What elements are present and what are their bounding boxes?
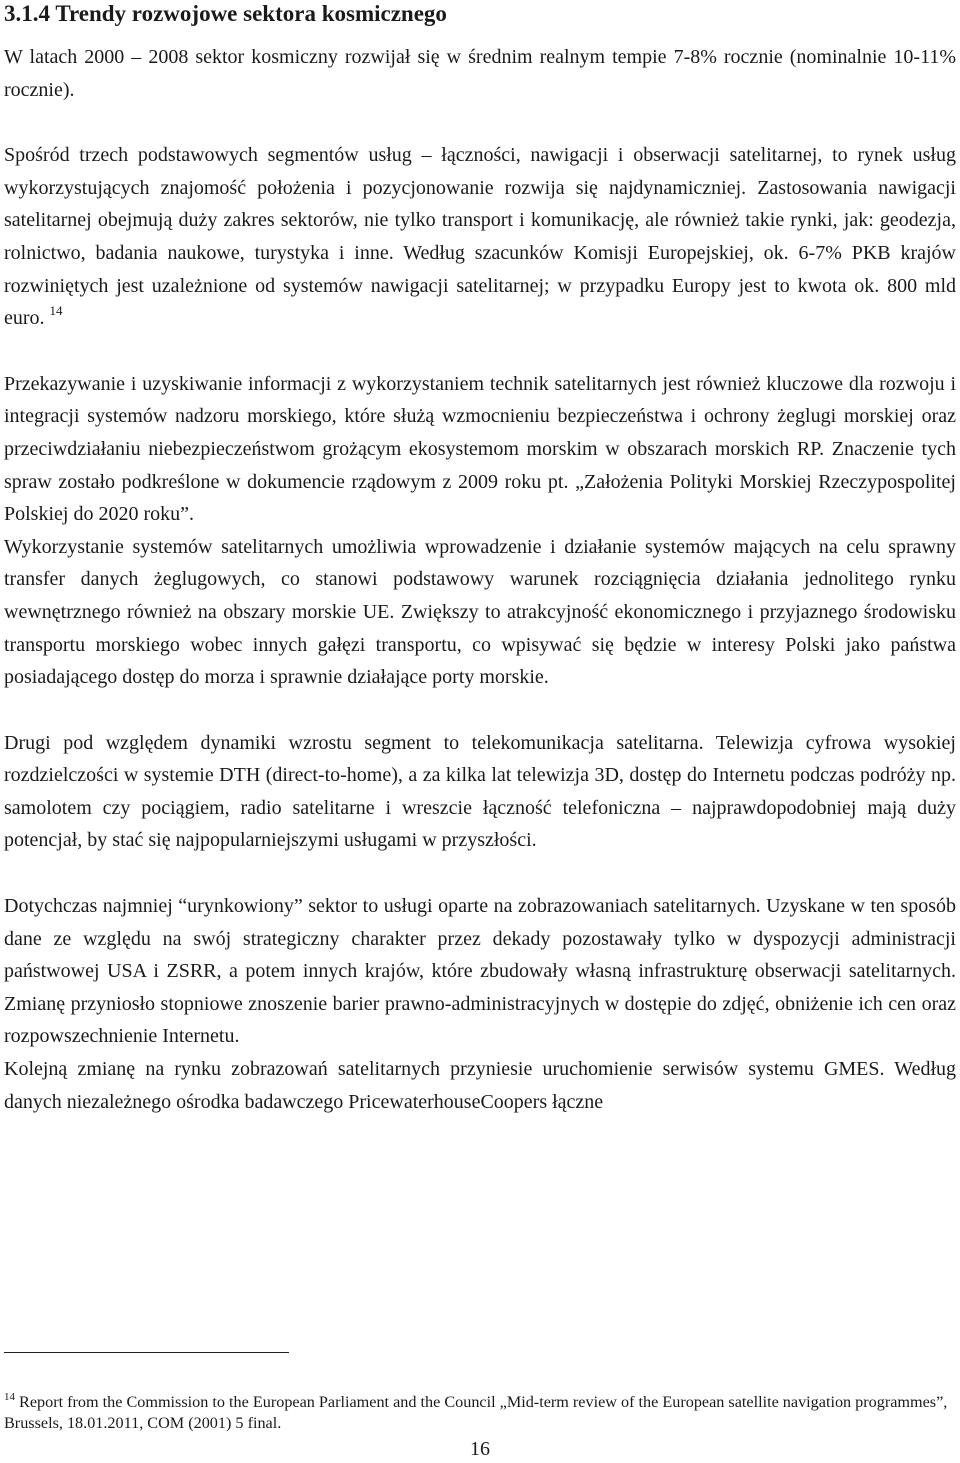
- footnote: [4, 1392, 954, 1434]
- footnote-separator: [4, 1352, 289, 1353]
- footnote-number: 14: [4, 1391, 15, 1403]
- paragraph-navigation-segment: [4, 139, 956, 335]
- paragraph-growth-rate: W latach 2000 – 2008 sektor kosmiczny rozwijał się w średnim realnym tempie 7-8% rocznie (nominalnie 10-11% rocznie).: [4, 46, 956, 101]
- paragraph-telecommunications: Drugi pod względem dynamiki wzrostu segment to telekomunikacja satelitarna. Telewizja cyfrowa wysokiej rozdzielczości w systemie DTH (direct-to-home), a za kilka lat telewizja 3D, dostęp do Internetu podczas podróży np. samolotem czy pociągiem, radio satelitarne i wreszcie łączność telefoniczna – najprawdopodobniej mają duży potencjał, by stać się najpopularniejszymi usługami w przyszłości.: [4, 731, 956, 852]
- footnote-reference[interactable]: 14: [49, 303, 63, 319]
- section-heading: 3.1.4 Trendy rozwojowe sektora kosmicznego: [4, 1, 447, 26]
- page-number: 16: [470, 1438, 490, 1460]
- paragraph-navigation-text: Spośród trzech podstawowych segmentów usług – łączności, nawigacji i obserwacji satelitarnej, to rynek usług wykorzystujących znajomość położenia i pozycjonowanie rozwija się najdynamiczniej. Zastosowania nawigacji satelitarnej obejmują duży zakres sektorów, nie tylko transport i komunikację, ale również takie rynki, jak: geodezja, rolnictwo, badania naukowe, turystyka i inne. Według szacunków Komisji Europejskiej, ok. 6-7% PKB krajów rozwiniętych jest uzależnione od systemów nawigacji satelitarnej; w przypadku Europy jest to kwota ok. 800 mld euro.: [4, 144, 956, 330]
- paragraph-gmes: Kolejną zmianę na rynku zobrazowań satelitarnych przyniesie uruchomienie serwisów systemu GMES. Według danych niezależnego ośrodka badawczego PricewaterhouseCoopers łączne: [4, 1058, 956, 1113]
- paragraph-maritime-surveillance: Przekazywanie i uzyskiwanie informacji z wykorzystaniem technik satelitarnych jest również kluczowe dla rozwoju i integracji systemów nadzoru morskiego, które służą wzmocnieniu bezpieczeństwa i ochrony żeglugi morskiej oraz przeciwdziałaniu niebezpieczeństwom grożącym ekosystemom morskim w obszarach morskich RP. Znaczenie tych spraw zostało podkreślone w dokumencie rządowym z 2009 roku pt. „Założenia Polityki Morskiej Rzeczypospolitej Polskiej do 2020 roku”.: [4, 372, 956, 526]
- paragraph-satellite-systems-transport: Wykorzystanie systemów satelitarnych umożliwia wprowadzenie i działanie systemów mających na celu sprawny transfer danych żeglugowych, co stanowi podstawowy warunek rozciągnięcia działania jednolitego rynku wewnętrznego również na obszary morskie UE. Zwiększy to atrakcyjność ekonomicznego i przyjaznego środowisku transportu morskiego wobec innych gałęzi transportu, co wpisywać się będzie w interesy Polski jako państwa posiadającego dostęp do morza i sprawnie działające porty morskie.: [4, 535, 956, 689]
- footnote-text: Report from the Commission to the European Parliament and the Council „Mid-term review of the European satellite navigation programmes”, Brussels, 18.01.2011, COM (2001) 5 final.: [4, 1393, 948, 1432]
- paragraph-earth-observation: Dotychczas najmniej “urynkowiony” sektor to usługi oparte na zobrazowaniach satelitarnych. Uzyskane w ten sposób dane ze względu na swój strategiczny charakter przez dekady pozostawały tylko w dyspozycji administracji państwowej USA i ZSRR, a potem innych krajów, które zbudowały własną infrastrukturę obserwacji satelitarnych. Zmianę przyniosło stopniowe znoszenie barier prawno-administracyjnych w dostępie do zdjęć, obniżenie ich cen oraz rozpowszechnienie Internetu.: [4, 895, 956, 1048]
